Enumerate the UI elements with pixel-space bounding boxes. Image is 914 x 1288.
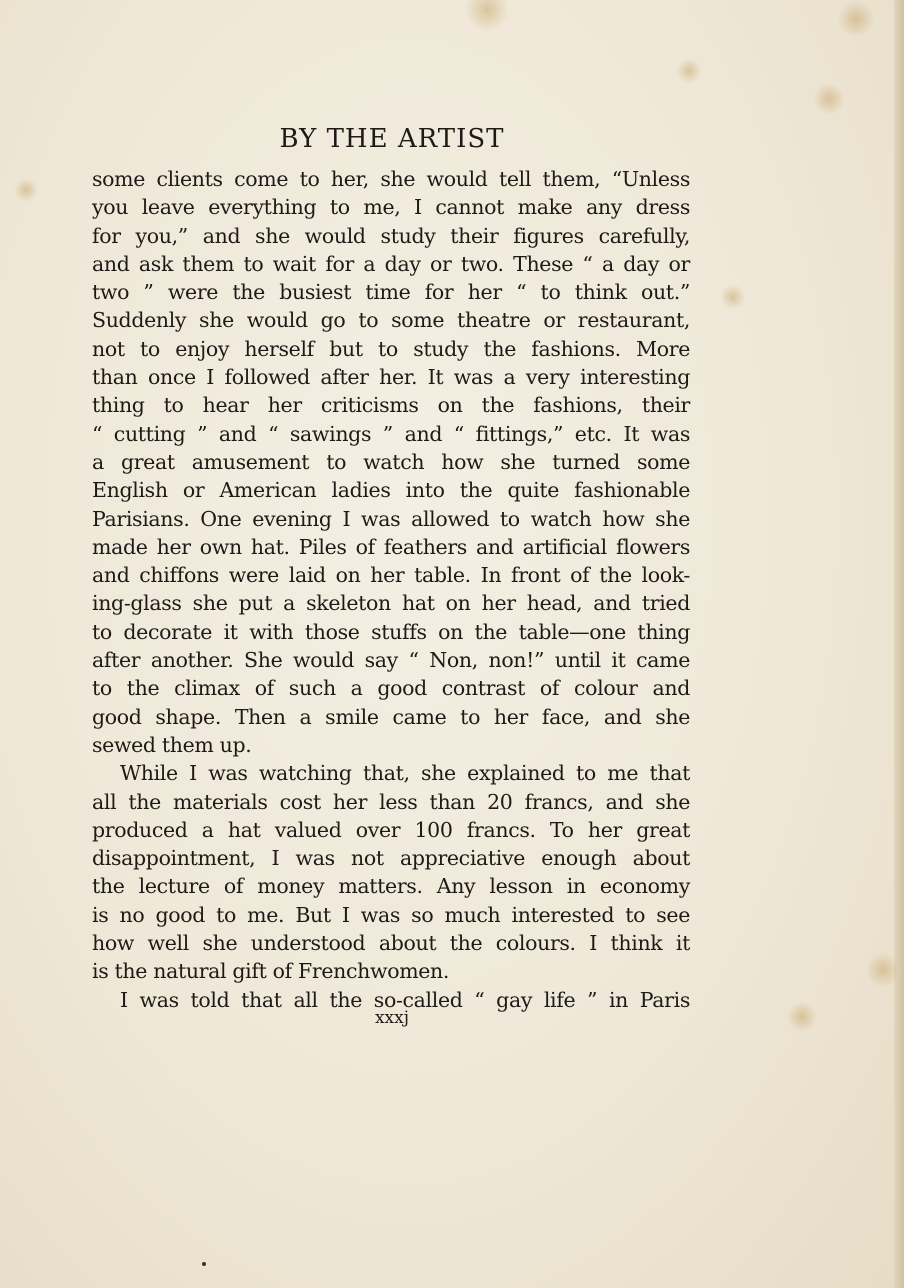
text-line: how well she understood about the colours. I think it: [92, 931, 690, 956]
text-line: made her own hat. Piles of feathers and artificial flowers: [92, 534, 690, 559]
text-line: produced a hat valued over 100 francs. To her great: [92, 817, 690, 842]
text-line: “ cutting ” and “ sawings ” and “ fittings,” etc. It was: [92, 421, 690, 446]
text-line: for you,” and she would study their figures carefully,: [92, 223, 690, 248]
foxing-stain: [868, 950, 898, 990]
text-line: not to enjoy herself but to study the fashions. More: [92, 336, 690, 361]
text-line: to the climax of such a good contrast of colour and: [92, 676, 690, 701]
text-line: some clients come to her, she would tell them, “Unless: [92, 167, 690, 191]
ink-speck: [202, 1262, 206, 1266]
text-line: and ask them to wait for a day or two. These “ a day or: [92, 251, 690, 276]
text-line: Parisians. One evening I was allowed to watch how she: [92, 506, 690, 531]
text-line: good shape. Then a smile came to her face, and she: [92, 704, 690, 729]
text-line: the lecture of money matters. Any lesson in economy: [92, 874, 690, 899]
running-head: BY THE ARTIST: [279, 124, 505, 154]
text-line: after another. She would say “ Non, non!” until it came: [92, 648, 690, 673]
text-line: you leave everything to me, I cannot make any dress: [92, 195, 690, 220]
text-line: to decorate it with those stuffs on the table—one thing: [92, 619, 690, 644]
page-number: xxxj: [374, 1008, 410, 1028]
foxing-stain: [462, 0, 512, 30]
text-line: disappointment, I was not appreciative enough about: [92, 846, 690, 871]
text-line: is the natural gift of Frenchwomen.: [92, 959, 450, 984]
text-line: all the materials cost her less than 20 francs, and she: [92, 789, 690, 814]
text-line: is no good to me. But I was so much interested to see: [92, 902, 690, 927]
text-line: and chiffons were laid on her table. In front of the look-: [92, 563, 690, 588]
foxing-stain: [788, 1000, 816, 1034]
foxing-stain: [812, 84, 846, 114]
text-line: English or American ladies into the quite fashionable: [92, 478, 690, 503]
text-line: a great amusement to watch how she turned some: [92, 449, 690, 474]
text-line: I was told that all the so-called “ gay life ” in Paris: [120, 987, 690, 1012]
foxing-stain: [720, 284, 746, 310]
text-line: ing-glass she put a skeleton hat on her head, and tried: [92, 591, 690, 616]
page-edge: [894, 0, 904, 1288]
text-line: sewed them up.: [92, 732, 252, 757]
foxing-stain: [676, 58, 702, 84]
text-line: two ” were the busiest time for her “ to think out.”: [92, 280, 690, 305]
text-line: While I was watching that, she explained to me that: [120, 761, 690, 786]
foxing-stain: [14, 178, 38, 202]
text-line: Suddenly she would go to some theatre or restaurant,: [92, 308, 690, 333]
text-line: thing to hear her criticisms on the fashions, their: [92, 393, 690, 418]
foxing-stain: [836, 2, 876, 36]
text-line: than once I followed after her. It was a very interesting: [92, 365, 690, 390]
body-text: [92, 165, 690, 1014]
